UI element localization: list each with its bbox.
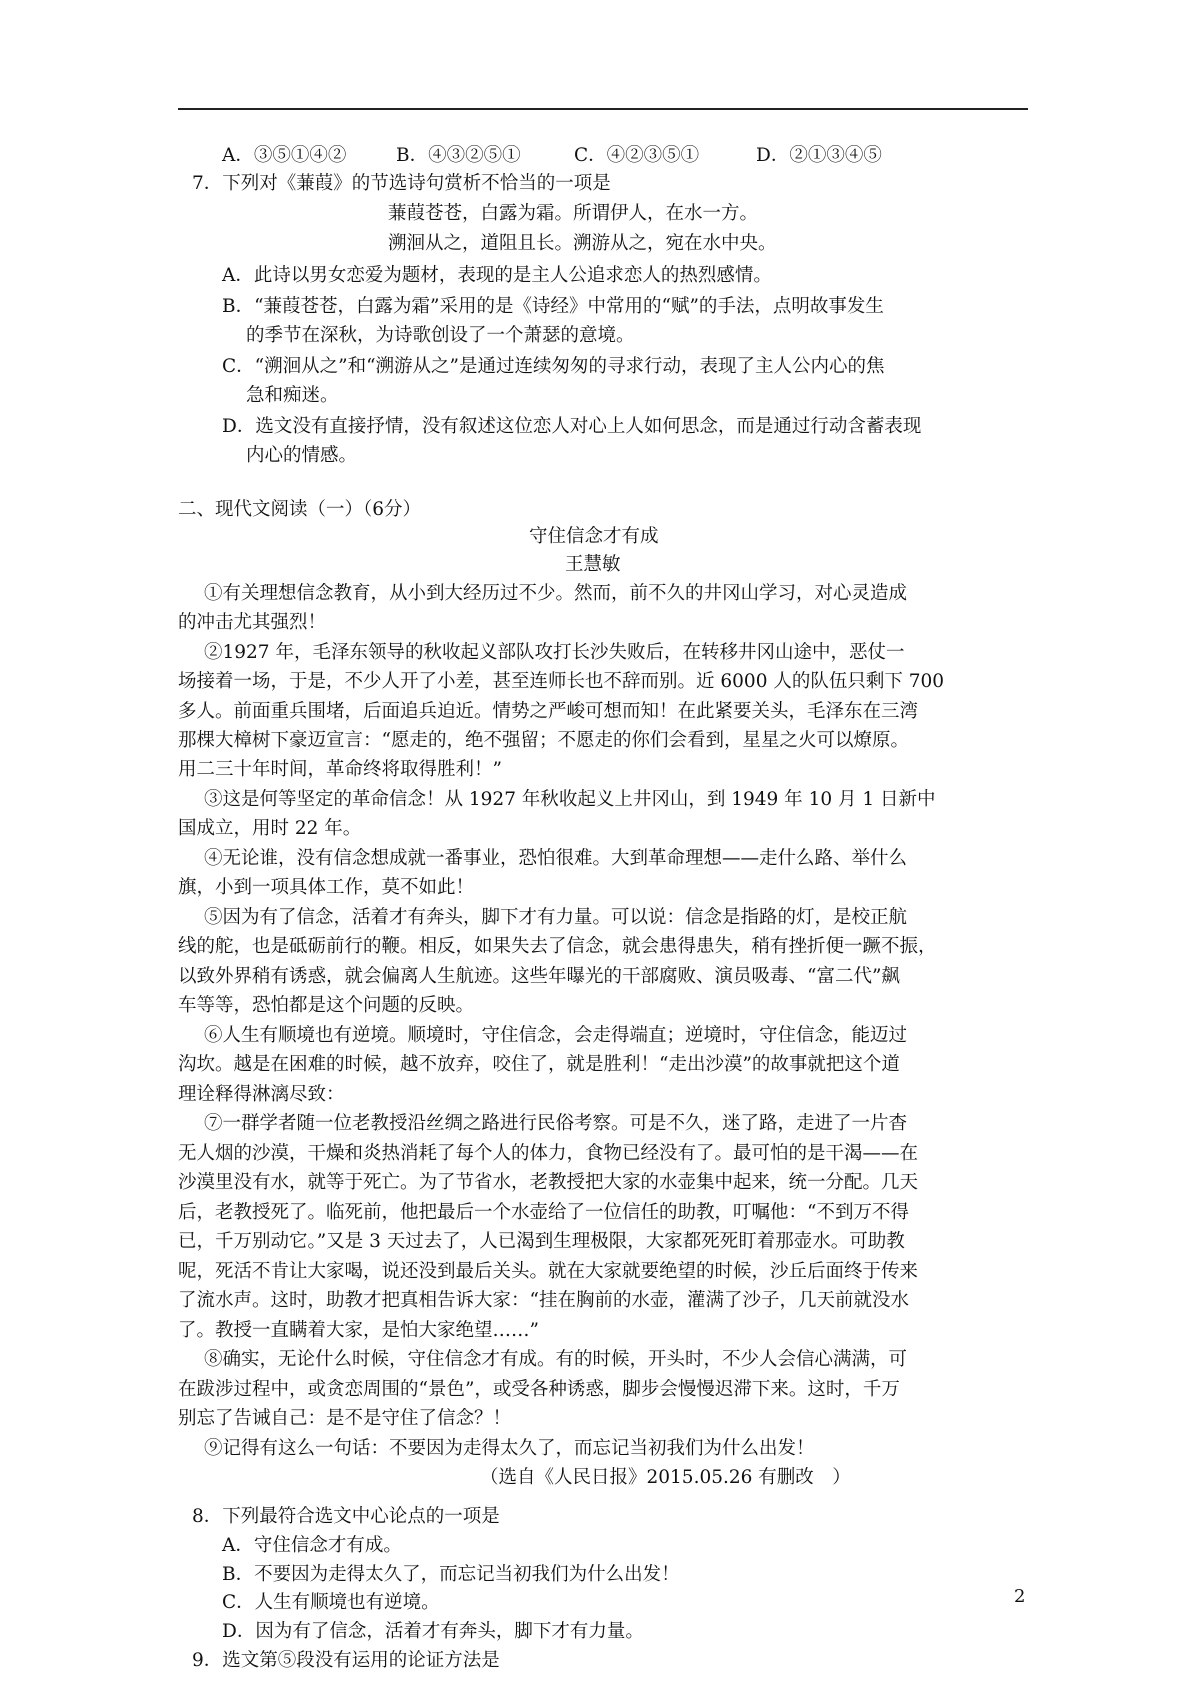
article-line: 别忘了告诫自己：是不是守住了信念？！	[178, 1408, 512, 1429]
article-line: 了。教授一直瞒着大家，是怕大家绝望……”	[178, 1320, 539, 1341]
q9-stem: 9．选文第⑤段没有运用的论证方法是	[192, 1650, 500, 1671]
article-line: ③这是何等坚定的革命信念！从 1927 年秋收起义上井冈山，到 1949 年 10 月 1 日新中	[204, 789, 936, 810]
article-line: 沙漠里没有水，就等于死亡。为了节省水，老教授把大家的水壶集中起来，统一分配。几天	[178, 1172, 919, 1193]
q7-option-c-cont: 急和痴迷。	[246, 385, 339, 406]
q7-option-a: A．此诗以男女恋爱为题材，表现的是主人公追求恋人的热烈感情。	[222, 265, 772, 286]
article-line: ②1927 年，毛泽东领导的秋收起义部队攻打长沙失败后，在转移井冈山途中，恶仗一	[204, 642, 905, 663]
article-line: ④无论谁，没有信念想成就一番事业，恐怕很难。大到革命理想——走什么路、举什么	[204, 848, 908, 869]
article-line: 已，千万别动它。”又是 3 天过去了，人已渴到生理极限，大家都死死盯着那壶水。可助教	[178, 1231, 905, 1252]
q6-option-a: A．③⑤①④②	[222, 145, 347, 166]
q7-poem-line: 溯洄从之，道阻且长。溯游从之，宛在水中央。	[388, 233, 777, 254]
article-line: 沟坎。越是在困难的时候，越不放弃，咬住了，就是胜利！“走出沙漠”的故事就把这个道	[178, 1054, 900, 1075]
article-line: 的冲击尤其强烈！	[178, 612, 327, 633]
article-line: 后，老教授死了。临死前，他把最后一个水壶给了一位信任的助教，叮嘱他：“不到万不得	[178, 1202, 909, 1223]
q7-option-c: C．“溯洄从之”和“溯游从之”是通过连续匆匆的寻求行动，表现了主人公内心的焦	[222, 356, 885, 377]
article-line: 国成立，用时 22 年。	[178, 818, 362, 839]
article-line: 车等等，恐怕都是这个问题的反映。	[178, 995, 475, 1016]
q6-option-d: D．②①③④⑤	[756, 145, 882, 166]
q8-option-d: D．因为有了信念，活着才有奔头，脚下才有力量。	[222, 1621, 644, 1642]
header-rule	[178, 108, 1028, 110]
article-line: 理诠释得淋漓尽致：	[178, 1084, 345, 1105]
q7-option-b: B．“蒹葭苍苍，白露为霜”采用的是《诗经》中常用的“赋”的手法，点明故事发生	[222, 296, 884, 317]
article-line: 旗，小到一项具体工作，莫不如此！	[178, 877, 475, 898]
article-line: 场接着一场，于是，不少人开了小差，甚至连师长也不辞而别。近 6000 人的队伍只剩下 700	[178, 671, 945, 692]
q8-option-c: C．人生有顺境也有逆境。	[222, 1592, 440, 1613]
article-line: ⑧确实，无论什么时候，守住信念才有成。有的时候，开头时，不少人会信心满满，可	[204, 1349, 908, 1370]
q6-option-b: B．④③②⑤①	[396, 145, 521, 166]
article-line: 无人烟的沙漠，干燥和炎热消耗了每个人的体力，食物已经没有了。最可怕的是干渴——在	[178, 1143, 919, 1164]
article-line: 用二三十年时间，革命终将取得胜利！”	[178, 759, 502, 780]
article-line: ⑥人生有顺境也有逆境。顺境时，守住信念，会走得端直；逆境时，守住信念，能迈过	[204, 1025, 908, 1046]
article-title: 守住信念才有成	[529, 526, 659, 547]
article-line: 在跋涉过程中，或贪恋周围的“景色”，或受各种诱惑，脚步会慢慢迟滞下来。这时，千万	[178, 1379, 900, 1400]
q7-option-b-cont: 的季节在深秋，为诗歌创设了一个萧瑟的意境。	[246, 325, 635, 346]
page-number: 2	[1014, 1586, 1026, 1607]
q8-option-b: B．不要因为走得太久了，而忘记当初我们为什么出发！	[222, 1564, 680, 1585]
article-author: 王慧敏	[565, 554, 621, 575]
article-line: ⑤因为有了信念，活着才有奔头，脚下才有力量。可以说：信念是指路的灯，是校正航	[204, 907, 908, 928]
article-line: 呢，死活不肯让大家喝，说还没到最后关头。就在大家就要绝望的时候，沙丘后面终于传来	[178, 1261, 919, 1282]
article-line: 了流水声。这时，助教才把真相告诉大家：“挂在胸前的水壶，灌满了沙子，几天前就没水	[178, 1290, 909, 1311]
article-line: ⑦一群学者随一位老教授沿丝绸之路进行民俗考察。可是不久，迷了路，走进了一片杳	[204, 1113, 908, 1134]
q7-stem: 7．下列对《蒹葭》的节选诗句赏析不恰当的一项是	[192, 173, 611, 194]
q7-poem-line: 蒹葭苍苍，白露为霜。所谓伊人，在水一方。	[388, 203, 759, 224]
article-line: ①有关理想信念教育，从小到大经历过不少。然而，前不久的井冈山学习，对心灵造成	[204, 583, 908, 604]
q6-options	[222, 142, 882, 170]
q8-stem: 8．下列最符合选文中心论点的一项是	[192, 1506, 500, 1527]
article-source: （选自《人民日报》2015.05.26 有删改 ）	[480, 1467, 851, 1488]
article-line: ⑨记得有这么一句话：不要因为走得太久了，而忘记当初我们为什么出发！	[204, 1438, 815, 1459]
q6-option-c: C．④②③⑤①	[574, 145, 700, 166]
article-line: 那棵大樟树下豪迈宣言：“愿走的，绝不强留；不愿走的你们会看到，星星之火可以燎原。	[178, 730, 909, 751]
section-heading: 二、现代文阅读（一）（6分）	[178, 499, 422, 520]
q7-option-d: D．选文没有直接抒情，没有叙述这位恋人对心上人如何思念，而是通过行动含蓄表现	[222, 416, 922, 437]
q7-option-d-cont: 内心的情感。	[246, 445, 358, 466]
article-line: 以致外界稍有诱惑，就会偏离人生航迹。这些年曝光的干部腐败、演员吸毒、“富二代”飙	[178, 966, 900, 987]
article-line: 多人。前面重兵围堵，后面追兵迫近。情势之严峻可想而知！在此紧要关头，毛泽东在三湾	[178, 701, 919, 722]
q8-option-a: A．守住信念才有成。	[222, 1535, 402, 1556]
article-line: 线的舵，也是砥砺前行的鞭。相反，如果失去了信念，就会患得患失，稍有挫折便一蹶不振，	[178, 936, 937, 957]
